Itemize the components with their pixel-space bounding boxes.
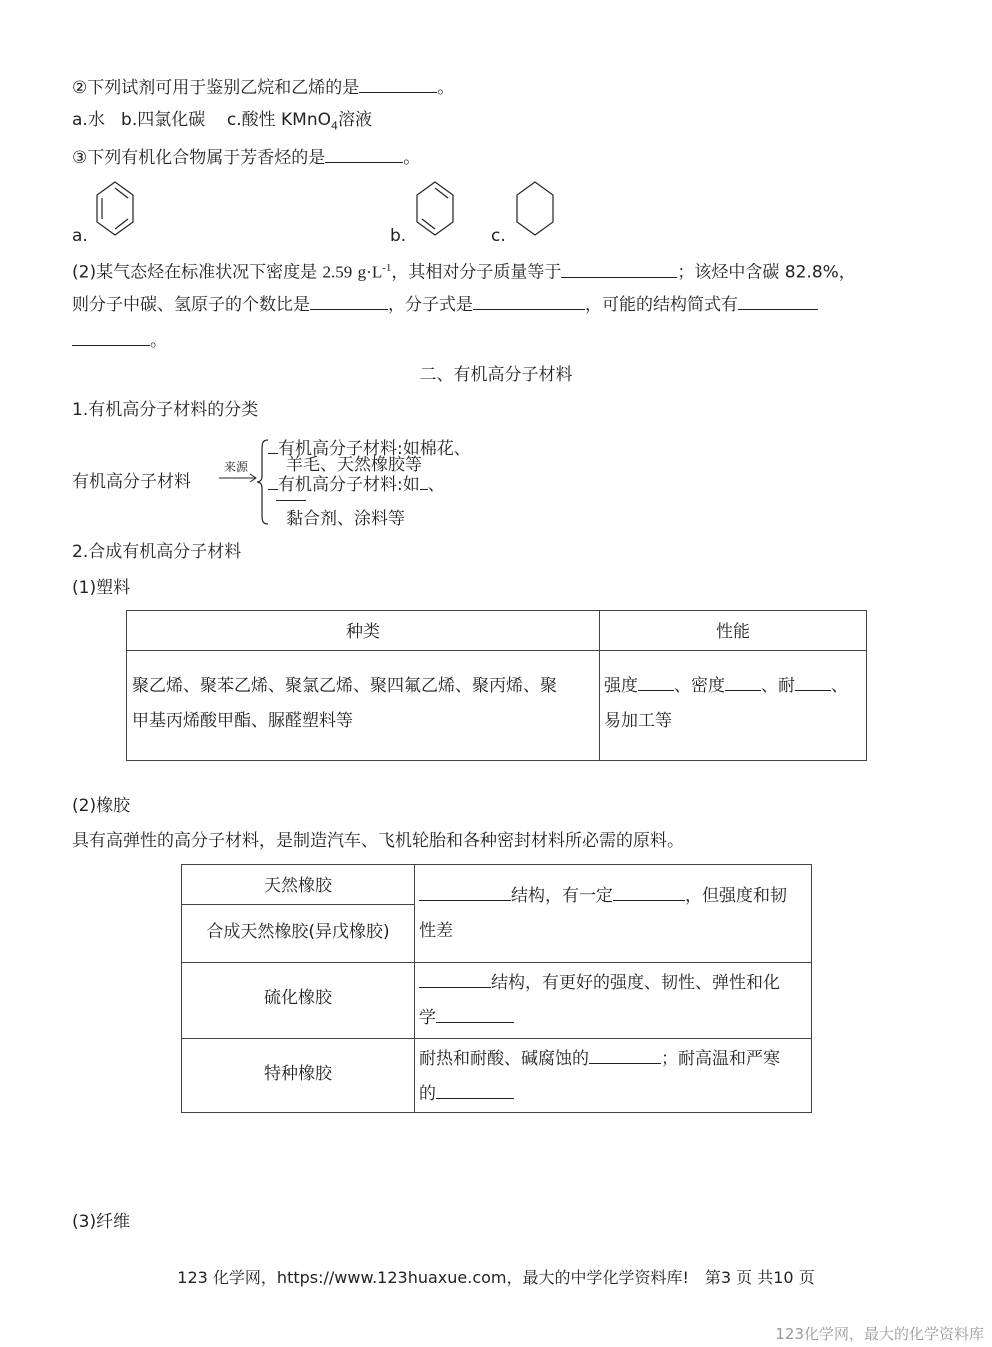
answer-blank[interactable] xyxy=(72,329,150,346)
plastic-table xyxy=(126,610,867,761)
q3-label-c: c. xyxy=(491,226,506,246)
classify-root: 有机高分子材料 xyxy=(72,472,191,492)
plastic-props-line2: 易加工等 xyxy=(604,711,672,731)
rubber-special: 特种橡胶 xyxy=(182,1039,415,1113)
rubber-vulcanized-desc-line2 xyxy=(419,1001,811,1036)
rubber-vulcanized-desc xyxy=(415,963,812,1039)
plastic-types-line1: 聚乙烯、聚苯乙烯、聚氯乙烯、聚四氟乙烯、聚丙烯、聚 xyxy=(132,676,557,696)
answer-blank[interactable] xyxy=(419,971,491,988)
answer-blank[interactable] xyxy=(589,1047,661,1064)
rubber-heading: (2)橡胶 xyxy=(72,796,131,816)
answer-blank[interactable] xyxy=(420,473,428,490)
q2-options xyxy=(72,110,372,136)
option-c: c.酸性 KMnO xyxy=(226,110,331,130)
p2-line3 xyxy=(72,329,167,351)
option-c-sub: 4 xyxy=(331,119,338,133)
answer-blank[interactable] xyxy=(276,500,306,501)
q3-label-b: b. xyxy=(390,226,407,246)
p2-line1-mid: ，其相对分子质量等于 xyxy=(391,262,562,283)
branch2-line2: 黏合剂、涂料等 xyxy=(286,509,405,529)
rubber-special-desc-line1 xyxy=(419,1042,811,1077)
answer-blank[interactable] xyxy=(359,76,437,93)
density-exp: -1 xyxy=(382,262,392,274)
rubber-special-desc-a: 耐热和耐酸、碱腐蚀的 xyxy=(419,1049,589,1069)
option-b: b.四氯化碳 xyxy=(121,110,206,130)
rubber-vulcanized: 硫化橡胶 xyxy=(182,963,415,1039)
option-a: a.水 xyxy=(72,110,105,130)
answer-blank[interactable] xyxy=(268,473,278,490)
plastic-props-cell xyxy=(600,651,867,761)
synth-heading: 2.合成有机高分子材料 xyxy=(72,542,242,562)
watermark: 123化学网，最大的化学资料库 xyxy=(775,1325,984,1343)
rubber-intro: 具有高弹性的高分子材料，是制造汽车、飞机轮胎和各种密封材料所必需的原料。 xyxy=(72,831,684,851)
plastic-props-line1 xyxy=(604,669,866,704)
answer-blank[interactable] xyxy=(419,884,511,901)
benzene-structure-a xyxy=(93,180,137,238)
p2-line1-text: (2)某气态烃在标准状况下密度是 xyxy=(72,262,318,283)
cyclohexane-structure-c xyxy=(513,180,557,238)
answer-blank[interactable] xyxy=(268,437,278,454)
section-title: 二、有机高分子材料 xyxy=(419,365,573,385)
p2-line1 xyxy=(72,258,856,283)
p2-line2-c: ，可能的结构简式有 xyxy=(585,295,738,315)
option-c-end: 溶液 xyxy=(338,110,372,130)
plastic-col-prop-header: 性能 xyxy=(600,611,867,651)
branch2-sep: 、 xyxy=(427,475,445,495)
p2-line2-a: 则分子中碳、氢原子的个数比是 xyxy=(72,295,310,315)
rubber-special-desc-l2: 的 xyxy=(419,1084,436,1104)
answer-blank[interactable] xyxy=(473,293,585,310)
plastic-types-cell xyxy=(127,651,600,761)
rubber-natural: 天然橡胶 xyxy=(182,865,415,905)
density-unit: g·L xyxy=(357,262,383,282)
q2-stem xyxy=(72,76,454,98)
answer-blank[interactable] xyxy=(638,674,674,691)
rubber-natural-desc xyxy=(415,865,812,963)
answer-blank[interactable] xyxy=(725,674,761,691)
p2-line1-end: ；该烃中含碳 82.8%， xyxy=(677,262,856,283)
branch2-line1 xyxy=(268,473,445,495)
rubber-vulcanized-desc-a: 结构，有更好的强度、韧性、弹性和化 xyxy=(491,973,780,993)
prop-resist: 、耐 xyxy=(761,676,795,696)
q2-stem-text: ②下列试剂可用于鉴别乙烷和乙烯的是 xyxy=(72,78,360,98)
answer-blank[interactable] xyxy=(325,146,403,163)
answer-blank[interactable] xyxy=(436,1006,514,1023)
arrow-label: 来源 xyxy=(224,460,249,474)
branch1-line2: 羊毛、天然橡胶等 xyxy=(286,455,422,475)
q3-stem xyxy=(72,146,420,168)
rubber-special-desc xyxy=(415,1039,812,1113)
rubber-table xyxy=(181,864,812,1113)
rubber-special-desc-line2 xyxy=(419,1077,811,1112)
arrow-right-icon xyxy=(217,472,261,484)
rubber-vulcanized-desc-l2: 学 xyxy=(419,1008,436,1028)
rubber-vulcanized-desc-line1 xyxy=(419,966,811,1001)
rubber-natural-desc-line2: 性差 xyxy=(419,921,453,941)
cyclohexadiene-structure-b xyxy=(413,180,457,238)
plastic-heading: (1)塑料 xyxy=(72,578,131,598)
p2-line2-b: ，分子式是 xyxy=(388,295,473,315)
plastic-col-type-header: 种类 xyxy=(127,611,600,651)
answer-blank[interactable] xyxy=(310,293,388,310)
classify-heading: 1.有机高分子材料的分类 xyxy=(72,400,259,420)
q3-stem-end: 。 xyxy=(403,148,421,168)
rubber-natural-desc-line1 xyxy=(419,879,811,914)
prop-sep: 、 xyxy=(831,676,848,696)
answer-blank[interactable] xyxy=(561,261,677,278)
q2-stem-end: 。 xyxy=(437,78,455,98)
p2-line2 xyxy=(72,293,818,315)
answer-blank[interactable] xyxy=(738,293,818,310)
answer-blank[interactable] xyxy=(436,1082,514,1099)
density-value: 2.59 xyxy=(322,262,353,282)
rubber-isoprene: 合成天然橡胶(异戊橡胶) xyxy=(182,905,415,963)
rubber-natural-desc-b: ，但强度和韧 xyxy=(685,886,787,906)
q3-label-a: a. xyxy=(72,226,88,246)
rubber-special-desc-b: ；耐高温和严寒 xyxy=(661,1049,780,1069)
prop-strength: 强度 xyxy=(604,676,638,696)
page-footer: 123 化学网，https://www.123huaxue.com，最大的中学化学资料库! 第3 页 共10 页 xyxy=(177,1268,815,1287)
branch2-text: 有机高分子材料:如 xyxy=(278,475,420,495)
answer-blank[interactable] xyxy=(613,884,685,901)
fiber-heading: (3)纤维 xyxy=(72,1212,131,1232)
plastic-types-line2: 甲基丙烯酸甲酯、脲醛塑料等 xyxy=(132,711,353,731)
answer-blank[interactable] xyxy=(795,674,831,691)
p2-line3-end: 。 xyxy=(150,331,167,351)
q3-stem-text: ③下列有机化合物属于芳香烃的是 xyxy=(72,148,326,168)
branch1-text: 有机高分子材料:如棉花、 xyxy=(278,439,471,459)
rubber-natural-desc-a: 结构，有一定 xyxy=(511,886,613,906)
prop-density: 、密度 xyxy=(674,676,725,696)
